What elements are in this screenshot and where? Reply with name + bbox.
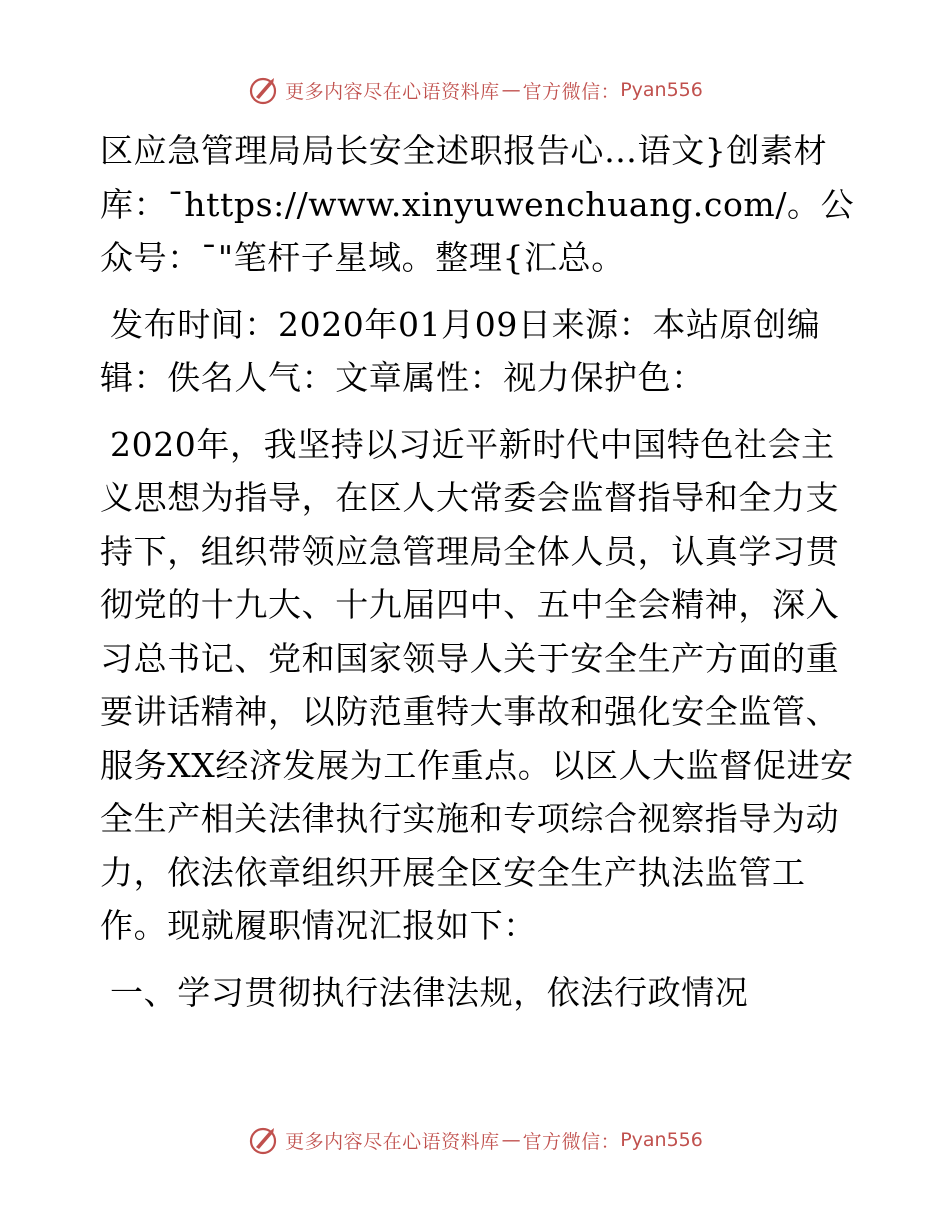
paragraph-section-heading: 一、学习贯彻执行法律法规，依法行政情况 [110,972,749,1012]
watermark-wechat-id: Pyan556 [620,79,703,101]
watermark-separator: — [501,79,521,101]
footer-watermark [0,1122,950,1158]
quill-pen-logo-icon [247,1124,279,1156]
paragraph-publish-info: 发布时间：2020年01月09日来源：本站原创编辑：佚名人气：文章属性：视力保护色： [100,304,821,397]
watermark-separator: — [501,1129,521,1151]
quill-pen-logo-icon [247,74,279,106]
watermark-text: 更多内容尽在心语资料库 [285,1130,500,1153]
paragraph-title: 区应急管理局局长安全述职报告心…语文}创素材库：¯https://www.xinyuwenchuang.com/。公众号：¯"笔杆子星域。整理{汇总。 [100,131,855,277]
watermark-official-label: 官方微信： [522,80,621,103]
watermark-wechat-id: Pyan556 [620,1129,703,1151]
watermark-text: 更多内容尽在心语资料库 [285,80,500,103]
paragraph-body: 2020年，我坚持以习近平新时代中国特色社会主义思想为指导，在区人大常委会监督指导和全力支持下，组织带领应急管理局全体人员，认真学习贯彻党的十九大、十九届四中、五中全会精神，深入习总书记、党和国家领导人关于安全生产方面的重要讲话精神，以防范重特大事故和强化安全监管、服务XX经济发展为工作重点。以区人大监督促进安全生产相关法律执行实施和专项综合视察指导为动力，依法依章组织开展全区安全生产执法监管工作。现就履职情况汇报如下： [100,424,854,945]
header-watermark [0,72,950,108]
watermark-official-label: 官方微信： [522,1130,621,1153]
document-body [100,124,860,1032]
